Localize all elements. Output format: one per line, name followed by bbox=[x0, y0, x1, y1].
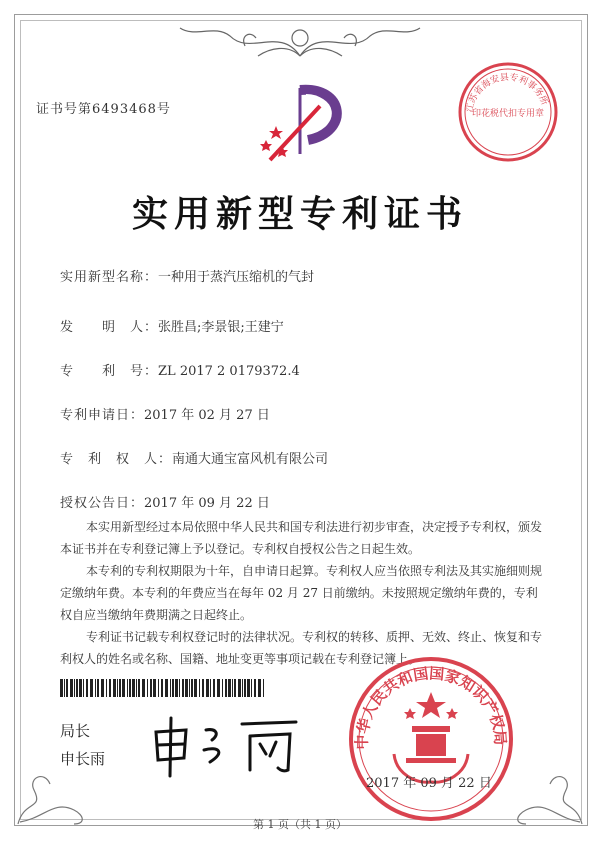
director-signature bbox=[146, 710, 306, 780]
field-label: 专 利 号： bbox=[60, 364, 159, 379]
field-value: 2017 年 02 月 27 日 bbox=[144, 408, 270, 423]
corner-ornament-bottom-right bbox=[506, 740, 586, 826]
field-label: 发 明 人： bbox=[60, 320, 159, 335]
field-label: 实用新型名称： bbox=[60, 270, 159, 285]
state-ipo-seal bbox=[346, 654, 516, 824]
field-patent-number bbox=[60, 360, 300, 379]
state-ipo-seal-text: 中华人民共和国国家知识产权局 bbox=[352, 664, 510, 750]
tax-seal-stamp bbox=[456, 60, 560, 164]
top-ornament bbox=[150, 16, 450, 66]
director-name: 申长雨 bbox=[60, 750, 106, 768]
issue-date: 2017 年 09 月 22 日 bbox=[366, 776, 492, 791]
field-patentee bbox=[60, 448, 328, 467]
field-label: 专利申请日： bbox=[60, 408, 145, 423]
tax-seal-text: 江苏省海安县专利事务所 bbox=[465, 72, 550, 114]
certificate-body bbox=[60, 516, 544, 670]
director-title: 局长 bbox=[60, 722, 91, 740]
tax-seal-inner-text: 印花税代扣专用章 bbox=[471, 109, 545, 119]
paragraph-term: 本专利的专利权期限为十年，自申请日起算。专利权人应当依照专利法及其实施细则规定缴纳年费。本专利的年费应当在每年 02 月 27 日前缴纳。未按照规定缴纳年费的，专利权自应当缴纳年费期满之日起终止。 bbox=[60, 564, 543, 622]
page-footer: 第 1 页（共 1 页） bbox=[253, 818, 347, 831]
field-application-date bbox=[60, 404, 270, 423]
field-value: 张胜昌;李景银;王建宁 bbox=[158, 320, 284, 335]
field-value: 2017 年 09 月 22 日 bbox=[144, 496, 270, 511]
field-value: 南通大通宝富风机有限公司 bbox=[172, 452, 329, 467]
field-value: 一种用于蒸汽压缩机的气封 bbox=[158, 270, 315, 285]
paragraph-grant: 本实用新型经过本局依照中华人民共和国专利法进行初步审查，决定授予专利权，颁发本证书并在专利登记簿上予以登记。专利权自授权公告之日起生效。 bbox=[60, 520, 543, 556]
field-value: ZL 2017 2 0179372.4 bbox=[158, 364, 300, 379]
field-label: 授权公告日： bbox=[60, 496, 145, 511]
certificate-title: 实用新型专利证书 bbox=[131, 193, 468, 235]
barcode bbox=[60, 679, 266, 697]
field-inventors bbox=[60, 316, 284, 335]
certificate-number: 证书号第6493468号 bbox=[36, 102, 171, 117]
field-label: 专 利 权 人： bbox=[60, 452, 173, 467]
paragraph-legal-status: 专利证书记载专利权登记时的法律状况。专利权的转移、质押、无效、终止、恢复和专利权人的姓名或名称、国籍、地址变更等事项记载在专利登记簿上。 bbox=[60, 630, 543, 666]
field-utility-model-name bbox=[60, 266, 314, 285]
patent-office-emblem bbox=[250, 82, 360, 172]
field-grant-date bbox=[60, 492, 270, 511]
